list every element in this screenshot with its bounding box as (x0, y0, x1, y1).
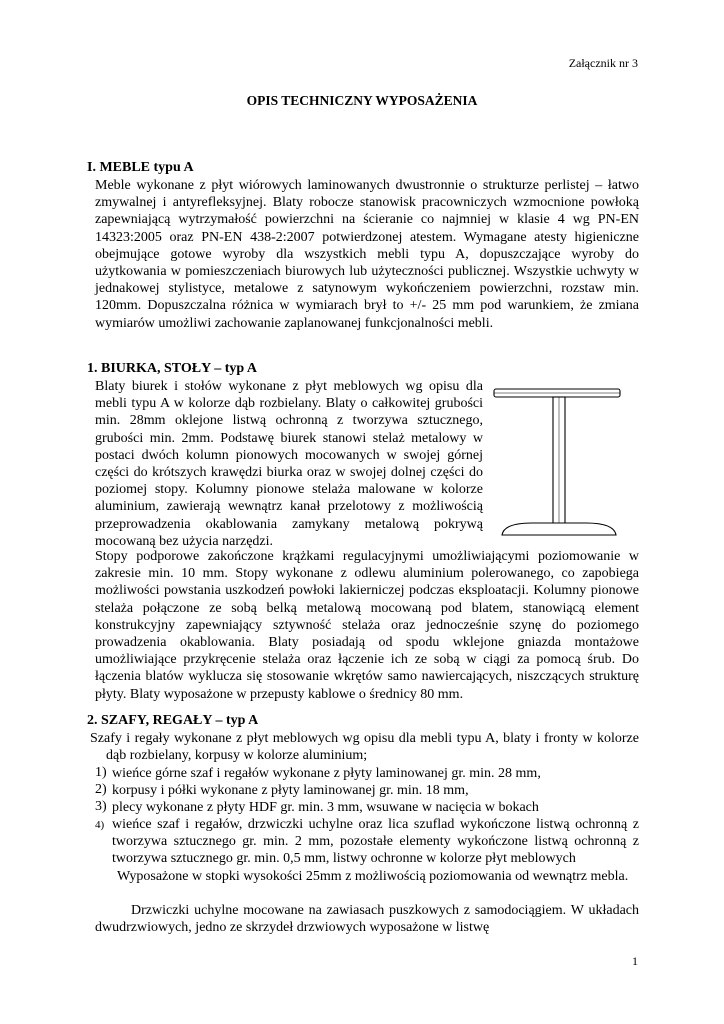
annex-label: Załącznik nr 3 (568, 56, 638, 70)
list-item: wieńce górne szaf i regałów wykonane z płyty laminowanej gr. min. 28 mm, (112, 766, 541, 781)
list-item: korpusy i półki wykonane z płyty laminowanej gr. min. 18 mm, (112, 783, 469, 798)
section-heading-furniture: I. MEBLE typu A (87, 160, 194, 175)
wardrobes-intro-text: Szafy i regały wykonane z płyt meblowych wg opisu dla mebli typu A, blaty i fronty w kolorze dąb rozbielany, korpusy w kolorze aluminium; (90, 731, 639, 764)
list-item: wieńce szaf i regałów, drzwiczki uchylne oraz lica szuflad wykończone listwą ochronną z tworzywa sztucznego gr. min. 2 mm, pozostałe elementy wykończone listwą ochronną z tworzywa sztucznego gr. min. 0,5 mm, listwy ochronne w kolorze płyt meblowych (112, 817, 639, 867)
list-number: 3) (95, 799, 107, 814)
section-body-furniture: Meble wykonane z płyt wiórowych laminowanych dwustronnie o strukturze perlistej – łatwo zmywalnej i antyrefleksyjnej. Blaty robocze stanowisk pracowniczych wzmocnione powłoką zapewniającą wytrzymałość powierzchni na ścieranie co najmniej w klasie 4 wg PN-EN 14323:2005 oraz PN-EN 438-2:2007 potwierdzonej atestem. Wymagane atesty higieniczne obejmujące gotowe wyroby dla wszystkich mebli typu A, dopuszczające wyroby do użytkowania w pomieszczeniach biurowych lub użyteczności publicznej. Wszystkie uchwyty w jednakowej stylistyce, metalowe z satynowym wykończeniem powierzchni, rozstaw min. 120mm. Dopuszczalna różnica w wymiarach brył to +/- 25 mm pod warunkiem, że zmiana wymiarów umożliwi zachowanie zaplanowanej funkcjonalności mebli. (95, 178, 639, 331)
section-body-desks-narrow: Blaty biurek i stołów wykonane z płyt meblowych wg opisu dla mebli typu A w kolorze dąb rozbielany. Blaty o całkowitej grubości min. 28mm oklejone listwą ochronną z tworzywa sztucznego, grubości min. 2mm. Podstawę biurek stanowi stelaż metalowy w postaci dwóch kolumn pionowych mocowanych w swojej górnej części do krótszych krawędzi biurka oraz w swojej dolnej części do poziomej stopy. Kolumny pionowe stelaża malowane w kolorze aluminium, zawierają wewnątrz kanał przelotowy z możliwością przeprowadzenia okablowania zamykany metalową pokrywą mocowaną bez użycia narzędzi. (95, 379, 483, 549)
section-heading-desks: 1. BIURKA, STOŁY – typ A (87, 361, 257, 376)
list-number: 1) (95, 765, 107, 780)
section-heading-wardrobes: 2. SZAFY, REGAŁY – typ A (87, 713, 259, 728)
table-illustration (492, 383, 622, 543)
section-body-desks-wide: Stopy podporowe zakończone krążkami regulacyjnymi umożliwiającymi poziomowanie w zakresie min. 10 mm. Stopy wykonane z odlewu aluminium polerowanego, co zapobiega możliwości powstania uszkodzeń powłoki lakierniczej podczas eksploatacji. Kolumny pionowe stelaża połączone ze sobą belką metalową mocowaną pod blatem, stanowiącą element konstrukcyjny zapewniający sztywność stelaża oraz jednocześnie szynę do poziomego prowadzenia okablowania. Blaty posiadają od spodu wklejone gniazda montażowe umożliwiające przykręcenie stelaża oraz łączenie ich ze sobą w ciągi za pomocą śrub. Do łączenia blatów wyklucza się stosowanie wkrętów samo nawiercających, niszczących strukturę płyty. Blaty wyposażone w przepusty kablowe o średnicy 80 mm. (95, 549, 639, 702)
document-title: OPIS TECHNICZNY WYPOSAŻENIA (246, 93, 478, 108)
list-number: 4) (95, 819, 105, 831)
list-number: 2) (95, 782, 107, 797)
paragraph-feet: Wyposażone w stopki wysokości 25mm z możliwością poziomowania od wewnątrz mebla. (117, 869, 629, 884)
list-item: plecy wykonane z płyty HDF gr. min. 3 mm, wsuwane w nacięcia w bokach (112, 800, 539, 815)
page-number: 1 (632, 954, 638, 968)
paragraph-doors: Drzwiczki uchylne mocowane na zawiasach puszkowych z samodociągiem. W układach dwudrzwiowych, jedno ze skrzydeł drzwiowych wyposażone w listwę (95, 903, 639, 936)
section-intro-wardrobes (90, 730, 639, 764)
